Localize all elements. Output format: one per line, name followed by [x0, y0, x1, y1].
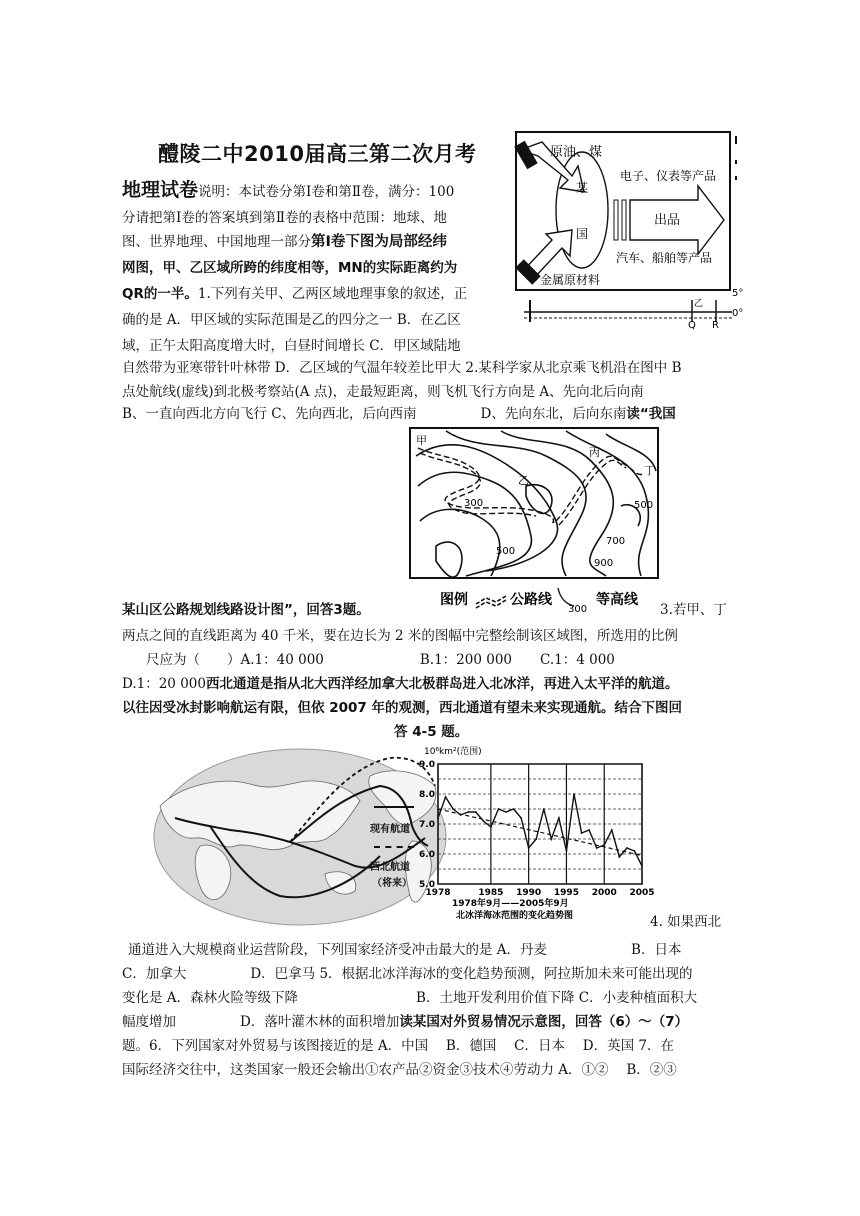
data-point	[634, 850, 636, 852]
data-point	[566, 850, 568, 852]
question-text: 国际经济交往中，这类国家一般还会输出①农产品②资金③技术④劳动力 A．①② B．②③	[122, 1062, 677, 1078]
legend-contour-value: 300	[568, 604, 588, 615]
text-line	[122, 986, 738, 1010]
text-line	[650, 910, 740, 934]
chart-title: 北冰洋海冰范围的变化趋势图	[456, 911, 574, 921]
question-text: B．日本	[631, 942, 682, 958]
section-heading: 答 4-5 题。	[394, 724, 469, 740]
data-point	[498, 808, 500, 810]
text-line	[122, 1010, 738, 1034]
question-text: D、先向东北，后向东南	[480, 406, 627, 422]
data-point	[550, 838, 552, 840]
legend-contour-label: 等高线	[596, 592, 638, 608]
text-line	[122, 598, 738, 622]
data-point	[437, 817, 439, 819]
import-bottom-label: 金属原材料	[540, 273, 601, 287]
y-tick-label: 5.0	[419, 880, 435, 890]
text-line	[122, 672, 738, 696]
point-q: Q	[688, 320, 696, 330]
data-point	[603, 844, 605, 846]
data-point	[505, 811, 507, 813]
question-text: 题。6．下列国家对外贸易与该图接近的是 A．中国 B．德国 C．日本 D．英国 7．在	[122, 1038, 674, 1054]
sea-ice-chart	[410, 744, 664, 924]
data-point	[482, 820, 484, 822]
data-point	[573, 793, 575, 795]
y-tick-label: 9.0	[419, 760, 435, 770]
data-point	[528, 847, 530, 849]
chart-ylabel: 10⁶km²(范围)	[424, 747, 482, 757]
x-tick-label: 2005	[629, 888, 655, 898]
text-line	[122, 356, 738, 380]
data-point	[535, 838, 537, 840]
subject-title: 地理试卷	[122, 179, 199, 201]
x-tick-label: 1990	[516, 888, 542, 898]
legend-future-label: （将来）	[372, 878, 412, 889]
instructions-text: 说明：本试卷分第Ⅰ卷和第Ⅱ卷，满分：100	[198, 184, 455, 200]
text-line	[122, 696, 738, 720]
contour-label: 500	[496, 546, 516, 557]
data-point	[558, 817, 560, 819]
legend-northwest-line	[374, 846, 414, 848]
section-heading: 读某国对外贸易情况示意图，回答（6）～（7）	[399, 1014, 689, 1030]
legend-northwest-label: 西北航道	[370, 862, 410, 873]
x-tick-label: 1995	[553, 888, 579, 898]
question-text: 4. 如果西北	[650, 914, 722, 930]
section-heading: 以往因受冰封影响航运有限，但依 2007 年的观测，西北通道有望未来实现通航。结合下图回	[122, 700, 682, 716]
data-point	[520, 817, 522, 819]
question-text: C．加拿大	[122, 966, 187, 982]
page-title: 醴陵二中2010届高三第二次月考	[158, 142, 477, 166]
latitude-label-5: 5°	[732, 288, 744, 299]
x-tick-label: 2000	[591, 888, 617, 898]
question-text: B.1：200 000	[419, 652, 513, 668]
country-label-top: 某	[576, 181, 589, 195]
data-point	[596, 847, 598, 849]
question-text: 变化是 A．森林火险等级下降	[122, 990, 299, 1006]
question-text: D.1：20 000	[122, 676, 206, 692]
point-ding: 丁	[644, 464, 655, 477]
contour-label: 500	[634, 500, 654, 511]
data-point	[475, 811, 477, 813]
data-point	[626, 847, 628, 849]
data-point	[581, 832, 583, 834]
data-point	[445, 796, 447, 798]
section-heading: 西北通道是指从北大西洋经加拿大北极群岛进入北冰洋，再进入太平洋的航道。	[205, 676, 679, 692]
text-line	[660, 598, 740, 622]
question-text: D．落叶灌木林的面积增加	[240, 1014, 400, 1030]
question-text: 3.若甲、丁	[660, 602, 727, 618]
question-text: 幅度增加	[122, 1014, 176, 1030]
section-heading: QR的一半。	[122, 286, 198, 302]
data-point	[460, 814, 462, 816]
data-point	[543, 808, 545, 810]
data-point	[513, 808, 515, 810]
data-point	[588, 829, 590, 831]
text-line	[394, 720, 494, 744]
contour-label: 300	[464, 498, 484, 509]
question-text: 自然带为亚寒带针叶林带 D．乙区域的气温年较差比甲大 2.某科学家从北京乘飞机沿在图中 B	[122, 360, 682, 376]
contour-label: 900	[594, 558, 614, 569]
question-text: 尺应为（ ）A.1：40 000	[146, 652, 324, 668]
question-text: 通道进入大规模商业运营阶段，下列国家经济受冲击最大的是 A．丹麦	[128, 942, 548, 958]
legend-road-label: 公路线	[510, 592, 552, 608]
x-tick-label: 1985	[478, 888, 504, 898]
text-line	[146, 648, 762, 672]
data-point	[641, 865, 643, 867]
question-text: C.1：4 000	[540, 652, 615, 668]
question-text: 确的是 A．甲区域的实际范围是乙的四分之一 B．在乙区	[122, 312, 461, 328]
question-text: 两点之间的直线距离为 40 千米，要在边长为 2 米的图幅中完整绘制该区域图，所选用的比例	[122, 628, 678, 644]
question-text: 1.下列有关甲、乙两区域地理事象的叙述，正	[197, 286, 468, 302]
import-top-label: 原油、煤	[550, 145, 603, 160]
data-point	[490, 826, 492, 828]
data-point	[467, 811, 469, 813]
instructions-text: 分请把第Ⅰ卷的答案填到第Ⅱ卷的表格中范围：地球、地	[122, 210, 448, 226]
world-route-map	[150, 746, 450, 928]
y-tick-label: 8.0	[419, 790, 435, 800]
point-yi: 乙	[518, 474, 529, 487]
legend-existing-line	[374, 806, 414, 808]
x-tick-label: 1978	[425, 888, 451, 898]
question-text: B、一直向西北方向飞行 C、先向西北，后向西南	[122, 406, 417, 422]
country-label-bottom: 国	[576, 227, 589, 241]
text-line	[122, 1034, 738, 1058]
instructions-text: 图、世界地理、中国地理一部分	[122, 234, 311, 250]
question-text: B．土地开发利用价值下降 C．小麦种植面积大	[416, 990, 698, 1006]
text-line	[122, 334, 738, 358]
text-line	[122, 1058, 738, 1082]
legend-title: 图例	[440, 592, 468, 608]
legend-existing-label: 现有航道	[370, 824, 410, 835]
section-heading: 网图，甲、乙区域所跨的纬度相等，MN的实际距离约为	[122, 260, 458, 276]
text-line	[122, 624, 738, 648]
y-tick-label: 6.0	[419, 850, 435, 860]
data-point	[618, 856, 620, 858]
contour-map	[406, 426, 662, 616]
text-line	[122, 380, 738, 404]
question-text: D．巴拿马 5．根据北冰洋海冰的变化趋势预测，阿拉斯加未来可能出现的	[250, 966, 693, 982]
export-bottom-label: 汽车、船舶等产品	[616, 251, 713, 265]
point-bing: 丙	[589, 446, 600, 459]
text-line	[122, 402, 738, 426]
text-line	[122, 962, 738, 986]
text-line	[128, 938, 744, 962]
data-point	[611, 829, 613, 831]
trade-diagram	[512, 128, 744, 330]
chart-subtitle: 1978年9月——2005年9月	[452, 899, 569, 909]
section-heading: 某山区公路规划线路设计图”，回答3题。	[122, 602, 370, 618]
section-heading: 第Ⅰ卷下图为局部经纬	[311, 234, 447, 250]
question-text: 点处航线(虚线)到北极考察站(A 点)，走最短距离，则飞机飞行方向是 A、先向北后向南	[122, 384, 644, 400]
question-text: 域，正午太阳高度增大时，白昼时间增长 C．甲区域陆地	[122, 338, 461, 354]
point-r: R	[712, 320, 719, 330]
point-jia: 甲	[416, 434, 427, 447]
latitude-label-0: 0°	[732, 308, 744, 319]
contour-label: 700	[606, 536, 626, 547]
export-top-label: 电子、仪表等产品	[620, 169, 717, 183]
region-yi-mini: 乙	[694, 299, 704, 309]
data-point	[452, 808, 454, 810]
export-label: 出品	[654, 213, 681, 228]
section-heading: 读“我国	[626, 406, 676, 422]
y-tick-label: 7.0	[419, 820, 435, 830]
